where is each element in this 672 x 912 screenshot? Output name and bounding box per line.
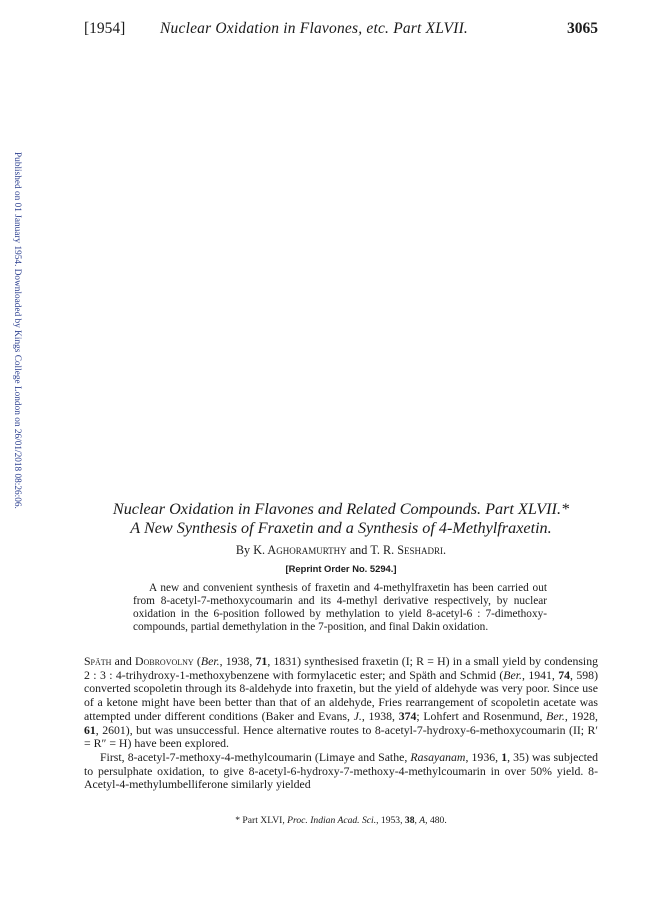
byline-and: and	[349, 543, 368, 557]
footnote: * Part XLVI, Proc. Indian Acad. Sci., 1953, 38, A, 480.	[235, 815, 447, 826]
download-watermark-text: Published on 01 January 1954. Downloaded by Kings College London on 26/01/2018 08:26:06.	[12, 152, 22, 509]
article-title	[84, 500, 598, 538]
byline-by: By	[235, 543, 251, 557]
running-header	[84, 20, 598, 40]
header-running-title: Nuclear Oxidation in Flavones, etc. Part XLVII.	[160, 20, 469, 37]
download-watermark	[6, 152, 22, 572]
article-title-line-2: A New Synthesis of Fraxetin and a Synthesis of 4-Methylfraxetin.	[130, 519, 552, 537]
author-byline	[84, 543, 598, 558]
author-2: T. R. Seshadri.	[370, 543, 447, 557]
paragraph-1: Späth and Dobrovolny (Ber., 1938, 71, 1831) synthesised fraxetin (I; R = H) in a small yield by condensing 2 : 3 : 4-trihydroxy-1-methoxybenzene with formylacetic ester; and Späth and Schmid (Ber., 1941, 74, 598) converted scopoletin through its 8-aldehyde into fraxetin, but the yield of aldehyde was very poor. Since use of a ketone might have been better than that of an aldehyde, Fries rearrangement of scopoletin acetate was attempted under different conditions (Baker and Evans, J., 1938, 374; Lohfert and Rosenmund, Ber., 1928, 61, 2601), but was unsuccessful. Hence alternative routes to 8-acetyl-7-hydroxy-6-methoxycoumarin (II; R′ = R″ = H) have been explored.	[84, 654, 599, 751]
article-title-line-1: Nuclear Oxidation in Flavones and Related Compounds. Part XLVII.*	[112, 500, 570, 518]
body-text	[84, 655, 598, 792]
header-year: [1954]	[84, 20, 126, 37]
abstract: A new and convenient synthesis of fraxetin and 4-methylfraxetin has been carried out from 8-acetyl-7-methoxycoumarin and its 4-methyl derivative respectively, by nuclear oxidation in the 6-position followed by methylation to yield 8-acetyl-6 : 7-dimethoxy-compounds, partial demethylation in the 7-position, and final Dakin oxidation.	[133, 582, 547, 633]
reprint-order: [Reprint Order No. 5294.]	[285, 563, 397, 574]
author-1: K. Aghoramurthy	[253, 543, 347, 557]
header-page-number: 3065	[567, 20, 598, 37]
paragraph-2: First, 8-acetyl-7-methoxy-4-methylcoumarin (Limaye and Sathe, Rasayanam, 1936, 1, 35) was subjected to persulphate oxidation, to give 8-acetyl-6-hydroxy-7-methoxy-4-methylcoumarin in over 50% yield. 8-Acetyl-4-methylumbelliferone similarly yielded	[84, 749, 599, 792]
